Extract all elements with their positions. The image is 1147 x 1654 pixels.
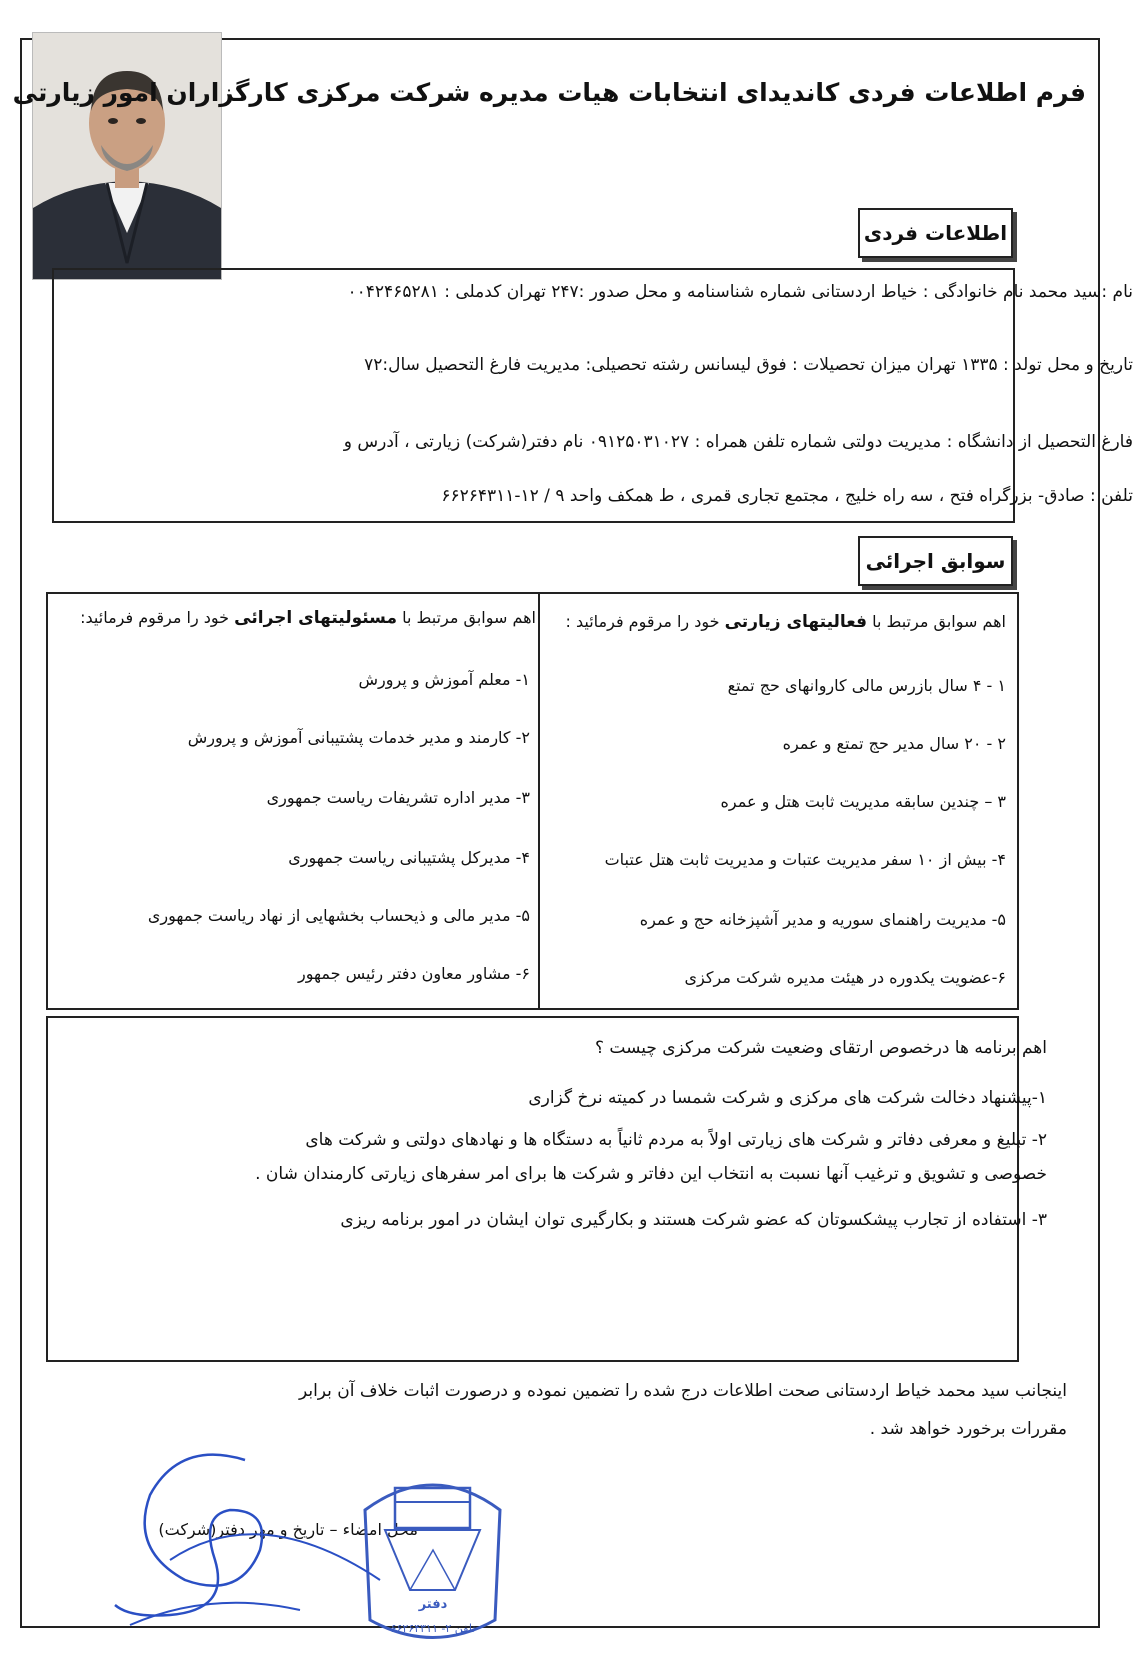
signature-line-label: محل امضاء – تاریخ و مهر دفتر(شرکت) — [158, 1520, 418, 1539]
responsibility-item: ۶- مشاور معاون دفتر رئیس جمهور — [298, 964, 530, 983]
plans-question: اهم برنامه ها درخصوص ارتقای وضعیت شرکت مرکزی چیست ؟ — [594, 1038, 1047, 1058]
plan-item-1: ۱-پیشنهاد دخالت شرکت های مرکزی و شرکت شمسا در کمیته نرخ گزاری — [528, 1088, 1047, 1108]
pilgrimage-activity-item: ۲ - ۲۰ سال مدیر حج تمتع و عمره — [782, 734, 1006, 753]
executive-responsibilities-header: اهم سوابق مرتبط با مسئولیتهای اجرائی خود را مرقوم فرمائید: — [80, 608, 536, 628]
responsibility-item: ۱- معلم آموزش و پرورش — [358, 670, 530, 689]
personal-line-3: فارغ التحصیل از دانشگاه : مدیریت دولتی شماره تلفن همراه : ۰۹۱۲۵۰۳۱۰۲۷ نام دفتر(شرکت) زیارتی ، آدرس و — [343, 432, 1133, 452]
plans-box — [46, 1016, 1019, 1362]
pilgrimage-activity-item: ۶-عضویت یکدوره در هیئت مدیره شرکت مرکزی — [684, 968, 1006, 987]
personal-section-label: اطلاعات فردی — [858, 208, 1013, 258]
stamp-phone-text: تلفن ۲- ۶۶۲۶۴۳۱۱ — [390, 1622, 476, 1635]
responsibility-item: ۵- مدیر مالی و ذیحساب بخشهایی از نهاد ریاست جمهوری — [147, 906, 530, 925]
pilgrimage-activity-item: ۱ - ۴ سال بازرس مالی کاروانهای حج تمتع — [727, 676, 1006, 695]
stamp-text-top: دفتر — [418, 1597, 448, 1612]
plan-item-2: ۲- تبلیغ و معرفی دفاتر و شرکت های زیارتی اولاً به مردم ثانیاً به دستگاه ها و نهادهای دولتی و شرکت های — [305, 1130, 1047, 1150]
pilgrimage-activities-header: اهم سوابق مرتبط با فعالیتهای زیارتی خود را مرقوم فرمائید : — [565, 612, 1006, 632]
responsibility-item: ۳- مدیر اداره تشریفات ریاست جمهوری — [266, 788, 530, 807]
responsibility-item: ۲- کارمند و مدیر خدمات پشتیبانی آموزش و پرورش — [187, 728, 530, 747]
candidate-photo — [32, 32, 222, 280]
personal-line-2: تاریخ و محل تولد : ۱۳۳۵ تهران میزان تحصیلات : فوق لیسانس رشته تحصیلی: مدیریت فارغ التحصیل سال:۷۲ — [364, 355, 1133, 375]
declaration-line-2: مقررات برخورد خواهد شد . — [869, 1419, 1067, 1439]
personal-info-box — [52, 268, 1015, 523]
personal-line-4: تلفن : صادق- بزرگراه فتح ، سه راه خلیج ، مجتمع تجاری قمری ، ط همکف واحد ۹ / ۱۲-۶۶۲۶۴۳۱۱ — [441, 486, 1133, 506]
executive-column-divider — [538, 592, 540, 1010]
pilgrimage-activity-item: ۴- بیش از ۱۰ سفر مدیریت عتبات و مدیریت ثابت هتل عتبات — [604, 850, 1006, 869]
pilgrimage-activity-item: ۵- مدیریت راهنمای سوریه و مدیر آشپزخانه حج و عمره — [639, 910, 1006, 929]
form-title: فرم اطلاعات فردی کاندیدای انتخابات هیات مدیره شرکت مرکزی کارگزاران امور زیارتی — [12, 78, 1086, 107]
declaration-text — [107, 1372, 1067, 1448]
executive-section-label: سوابق اجرائی — [858, 536, 1013, 586]
plan-item-3: ۳- استفاده از تجارب پیشکسوتان که عضو شرکت هستند و بکارگیری توان ایشان در امور برنامه ریزی — [340, 1210, 1047, 1230]
declaration-line-1: اینجانب سید محمد خیاط اردستانی صحت اطلاعات درج شده را تضمین نموده و درصورت اثبات خلاف آن برابر — [298, 1381, 1067, 1401]
plan-item-2-continued: خصوصی و تشویق و ترغیب آنها نسبت به انتخاب این دفاتر و شرکت ها برای امر سفرهای زیارتی کارمندان شان . — [255, 1164, 1047, 1184]
handwritten-signature — [110, 1440, 390, 1630]
responsibility-item: ۴- مدیرکل پشتیبانی ریاست جمهوری — [288, 848, 530, 867]
personal-line-1: نام :سید محمد نام خانوادگی : خیاط اردستانی شماره شناسنامه و محل صدور :۲۴۷ تهران کدملی : ۰۰۴۲۴۶۵۲۸۱ — [347, 282, 1133, 302]
pilgrimage-activity-item: ۳ – چندین سابقه مدیریت ثابت هتل و عمره — [720, 792, 1006, 811]
